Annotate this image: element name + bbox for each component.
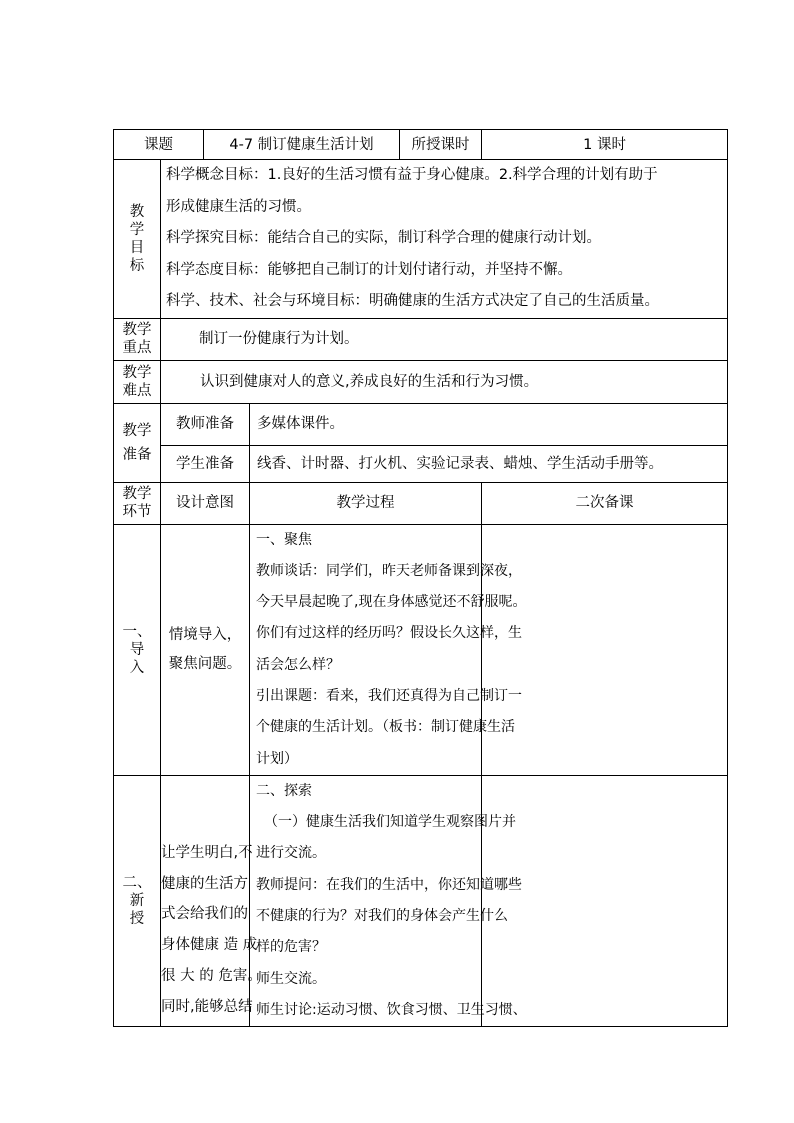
section-new-label: 二、 新 授 bbox=[114, 775, 161, 1026]
process-line: 样的危害？ bbox=[256, 939, 326, 956]
process-header-row bbox=[114, 482, 728, 524]
hours-label: 所授课时 bbox=[400, 130, 482, 160]
difficulty-row bbox=[114, 360, 728, 403]
topic-label: 课题 bbox=[114, 130, 204, 160]
difficulty-label: 教学 难点 bbox=[114, 360, 161, 403]
section-new-second-prep bbox=[482, 775, 728, 1026]
goal-line: 形成健康生活的习惯。 bbox=[166, 198, 311, 215]
process-line: 个健康的生活计划。（板书：制订健康生活 bbox=[256, 719, 515, 736]
section-intro-label: 一、 导 入 bbox=[114, 524, 161, 775]
stage-label: 教学 环节 bbox=[114, 482, 161, 524]
teaching-process-header: 教学过程 bbox=[250, 482, 482, 524]
section-new-process bbox=[250, 775, 527, 1026]
process-line: 引出课题：看来，我们还真得为自己制订一 bbox=[256, 687, 522, 704]
goals-content bbox=[161, 160, 728, 319]
process-line: 教师提问：在我们的生活中，你还知道哪些 bbox=[256, 876, 522, 893]
goal-line: 科学、技术、社会与环境目标：明确健康的生活方式决定了自己的生活质量。 bbox=[166, 293, 659, 309]
key-point-text: 制订一份健康行为计划。 bbox=[161, 318, 728, 360]
process-line: 师生讨论:运动习惯、饮食习惯、卫生习惯、 bbox=[256, 1001, 527, 1018]
process-line: 二、探索 bbox=[256, 782, 312, 799]
section-intro-row bbox=[114, 524, 728, 775]
process-line: 不健康的行为？对我们的身体会产生什么 bbox=[256, 908, 508, 925]
process-line: 教师谈话：同学们，昨天老师备课到深夜， bbox=[256, 562, 522, 579]
process-line: （一）健康生活我们知道学生观察图片并 bbox=[264, 814, 516, 831]
process-line: 一、聚焦 bbox=[256, 531, 312, 548]
section-new-design: 让学生明白,不 健康的生活方 式会给我们的 身体健康 造 成 很 大 的 危害。 同时,能够总结 bbox=[161, 775, 250, 1026]
process-line: 进行交流。 bbox=[256, 845, 326, 862]
goals-row bbox=[114, 160, 728, 319]
goal-line: 科学概念目标：1.良好的生活习惯有益于身心健康。2.科学合理的计划有助于 bbox=[166, 167, 658, 183]
goal-line: 科学探究目标：能结合自己的实际，制订科学合理的健康行动计划。 bbox=[166, 230, 601, 246]
process-line: 今天早晨起晚了,现在身体感觉还不舒服呢。 bbox=[256, 594, 527, 611]
lesson-plan-table bbox=[113, 129, 728, 1027]
section-intro-process bbox=[250, 524, 527, 775]
section-intro-second-prep bbox=[482, 524, 728, 775]
student-prep-text: 线香、计时器、打火机、实验记录表、蜡烛、学生活动手册等。 bbox=[250, 445, 728, 482]
section-intro-design: 情境导入， 聚焦问题。 bbox=[161, 524, 250, 775]
section-new-row bbox=[114, 775, 728, 1026]
key-point-row bbox=[114, 318, 728, 360]
key-point-label: 教学 重点 bbox=[114, 318, 161, 360]
hours-value: 1 课时 bbox=[482, 130, 728, 160]
teacher-prep-text: 多媒体课件。 bbox=[250, 403, 728, 445]
goals-label: 教 学 目 标 bbox=[114, 160, 161, 319]
preparation-label: 教学 准备 bbox=[114, 403, 161, 482]
process-line: 师生交流。 bbox=[256, 970, 326, 987]
teacher-prep-label: 教师准备 bbox=[161, 403, 250, 445]
header-row bbox=[114, 130, 728, 160]
teacher-prep-row bbox=[114, 403, 728, 445]
design-intent-header: 设计意图 bbox=[161, 482, 250, 524]
second-prep-header: 二次备课 bbox=[482, 482, 728, 524]
goal-line: 科学态度目标：能够把自己制订的计划付诸行动，并坚持不懈。 bbox=[166, 261, 572, 278]
process-line: 计划） bbox=[256, 750, 298, 767]
difficulty-text: 认识到健康对人的意义,养成良好的生活和行为习惯。 bbox=[161, 360, 728, 403]
student-prep-label: 学生准备 bbox=[161, 445, 250, 482]
process-line: 你们有过这样的经历吗？假设长久这样，生 bbox=[256, 625, 522, 642]
topic-title: 4-7 制订健康生活计划 bbox=[204, 130, 400, 160]
student-prep-row bbox=[114, 445, 728, 482]
process-line: 活会怎么样？ bbox=[256, 656, 340, 673]
